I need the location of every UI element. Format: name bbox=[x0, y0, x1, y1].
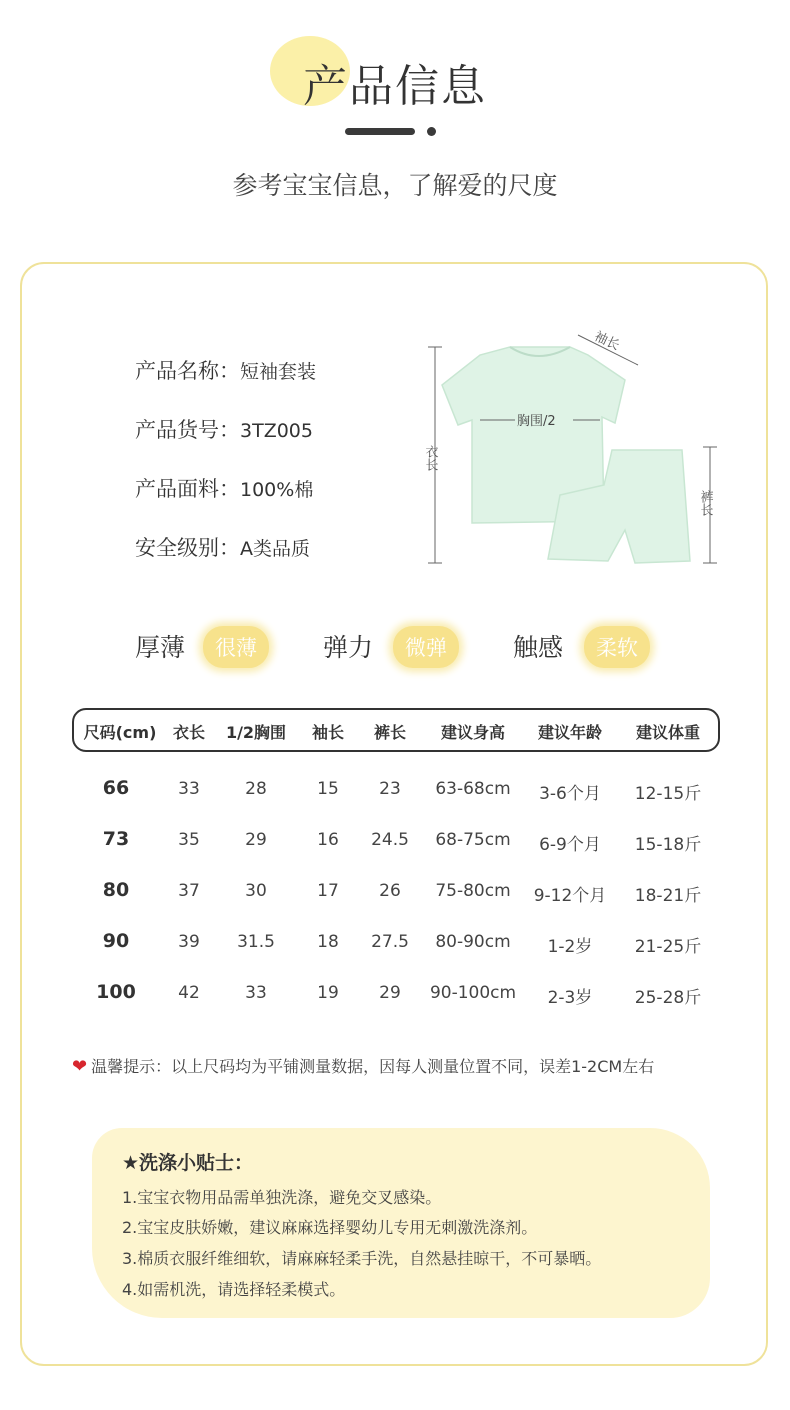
top-length-label: 衣长 bbox=[422, 445, 438, 471]
wash-tip-item: 3.棉质衣服纤维细软，请麻麻轻柔手洗，自然悬挂晾干，不可暴晒。 bbox=[122, 1249, 602, 1268]
table-cell: 29 bbox=[379, 983, 401, 1003]
table-header-cell: 尺码(cm) bbox=[83, 723, 157, 742]
table-cell: 15 bbox=[317, 779, 339, 799]
table-cell: 18 bbox=[317, 932, 339, 952]
table-cell: 15-18斤 bbox=[634, 835, 702, 855]
table-cell: 16 bbox=[317, 830, 339, 850]
table-cell-size: 66 bbox=[102, 777, 130, 799]
table-cell: 2-3岁 bbox=[547, 988, 593, 1008]
page-title: 产品信息 bbox=[303, 61, 487, 112]
table-cell: 12-15斤 bbox=[634, 784, 702, 804]
table-cell: 18-21斤 bbox=[634, 886, 702, 906]
table-cell: 24.5 bbox=[371, 830, 409, 850]
info-row-name bbox=[135, 355, 316, 385]
table-header-cell: 建议身高 bbox=[440, 723, 506, 742]
info-value: A类品质 bbox=[240, 538, 310, 560]
info-row-fabric bbox=[135, 473, 313, 503]
table-cell: 68-75cm bbox=[435, 830, 511, 850]
table-cell: 19 bbox=[317, 983, 339, 1003]
table-cell: 42 bbox=[178, 983, 200, 1003]
attribute-row bbox=[0, 622, 790, 672]
table-cell: 21-25斤 bbox=[634, 937, 702, 957]
sleeve-label: 袖长 bbox=[591, 329, 622, 354]
table-cell: 23 bbox=[379, 779, 401, 799]
pants-length-label: 裤长 bbox=[697, 490, 713, 516]
table-cell: 3-6个月 bbox=[539, 784, 601, 804]
wash-tip-item: 1.宝宝衣物用品需单独洗涤，避免交叉感染。 bbox=[122, 1188, 442, 1207]
attr-label-feel: 触感 bbox=[513, 633, 564, 662]
measurement-note bbox=[72, 1054, 654, 1077]
table-cell: 39 bbox=[178, 932, 200, 952]
garment-measurement-diagram bbox=[420, 325, 730, 585]
attr-tag-elasticity: 微弹 bbox=[393, 626, 459, 668]
title-divider-dot bbox=[427, 127, 436, 136]
table-header-cell: 建议体重 bbox=[635, 723, 701, 742]
heart-icon: ❤ bbox=[72, 1056, 88, 1077]
table-cell: 29 bbox=[245, 830, 267, 850]
table-cell: 63-68cm bbox=[435, 779, 511, 799]
table-header-cell: 裤长 bbox=[373, 723, 407, 742]
table-header-cell: 袖长 bbox=[311, 723, 345, 742]
info-value: 短袖套装 bbox=[240, 361, 317, 383]
table-cell-size: 100 bbox=[96, 981, 136, 1003]
table-cell: 6-9个月 bbox=[539, 835, 601, 855]
table-cell: 25-28斤 bbox=[634, 988, 702, 1008]
attr-tag-thickness: 很薄 bbox=[203, 626, 269, 668]
table-cell-size: 73 bbox=[102, 828, 130, 850]
table-header-cell: 建议年龄 bbox=[537, 723, 603, 742]
page-subtitle: 参考宝宝信息，了解爱的尺度 bbox=[232, 171, 558, 200]
table-cell: 9-12个月 bbox=[533, 886, 607, 906]
table-cell: 28 bbox=[245, 779, 267, 799]
info-value: 100%棉 bbox=[240, 479, 314, 501]
attr-tag-feel: 柔软 bbox=[584, 626, 650, 668]
attr-label-thickness: 厚薄 bbox=[135, 633, 186, 662]
title-divider-bar bbox=[345, 128, 415, 135]
table-cell: 31.5 bbox=[237, 932, 275, 952]
table-cell: 27.5 bbox=[371, 932, 409, 952]
info-label: 安全级别： bbox=[135, 536, 240, 560]
table-cell: 75-80cm bbox=[435, 881, 511, 901]
table-cell: 33 bbox=[245, 983, 267, 1003]
wash-tips-title: ★洗涤小贴士： bbox=[122, 1152, 254, 1174]
table-cell: 90-100cm bbox=[429, 983, 517, 1003]
header bbox=[0, 40, 790, 120]
table-cell: 35 bbox=[178, 830, 200, 850]
info-row-sku bbox=[135, 414, 313, 444]
table-cell: 1-2岁 bbox=[547, 937, 593, 957]
table-cell-size: 90 bbox=[102, 930, 130, 952]
table-header-cell: 衣长 bbox=[172, 723, 206, 742]
attr-label-elasticity: 弹力 bbox=[323, 633, 374, 662]
info-label: 产品货号： bbox=[135, 418, 240, 442]
table-cell: 30 bbox=[245, 881, 267, 901]
wash-tip-item: 4.如需机洗，请选择轻柔模式。 bbox=[122, 1280, 346, 1299]
info-label: 产品面料： bbox=[135, 477, 240, 501]
info-label: 产品名称： bbox=[135, 359, 240, 383]
info-value: 3TZ005 bbox=[240, 420, 313, 442]
chest-label: 胸围/2 bbox=[517, 414, 556, 429]
table-header-cell: 1/2胸围 bbox=[225, 723, 287, 742]
table-cell: 26 bbox=[379, 881, 401, 901]
info-row-safety bbox=[135, 532, 310, 562]
table-cell: 80-90cm bbox=[435, 932, 511, 952]
note-text: 温馨提示：以上尺码均为平铺测量数据，因每人测量位置不同，误差1-2CM左右 bbox=[91, 1057, 655, 1076]
wash-tip-item: 2.宝宝皮肤娇嫩，建议麻麻选择婴幼儿专用无刺激洗涤剂。 bbox=[122, 1218, 538, 1237]
table-cell: 17 bbox=[317, 881, 339, 901]
table-cell-size: 80 bbox=[102, 879, 130, 901]
table-cell: 37 bbox=[178, 881, 200, 901]
table-cell: 33 bbox=[178, 779, 200, 799]
